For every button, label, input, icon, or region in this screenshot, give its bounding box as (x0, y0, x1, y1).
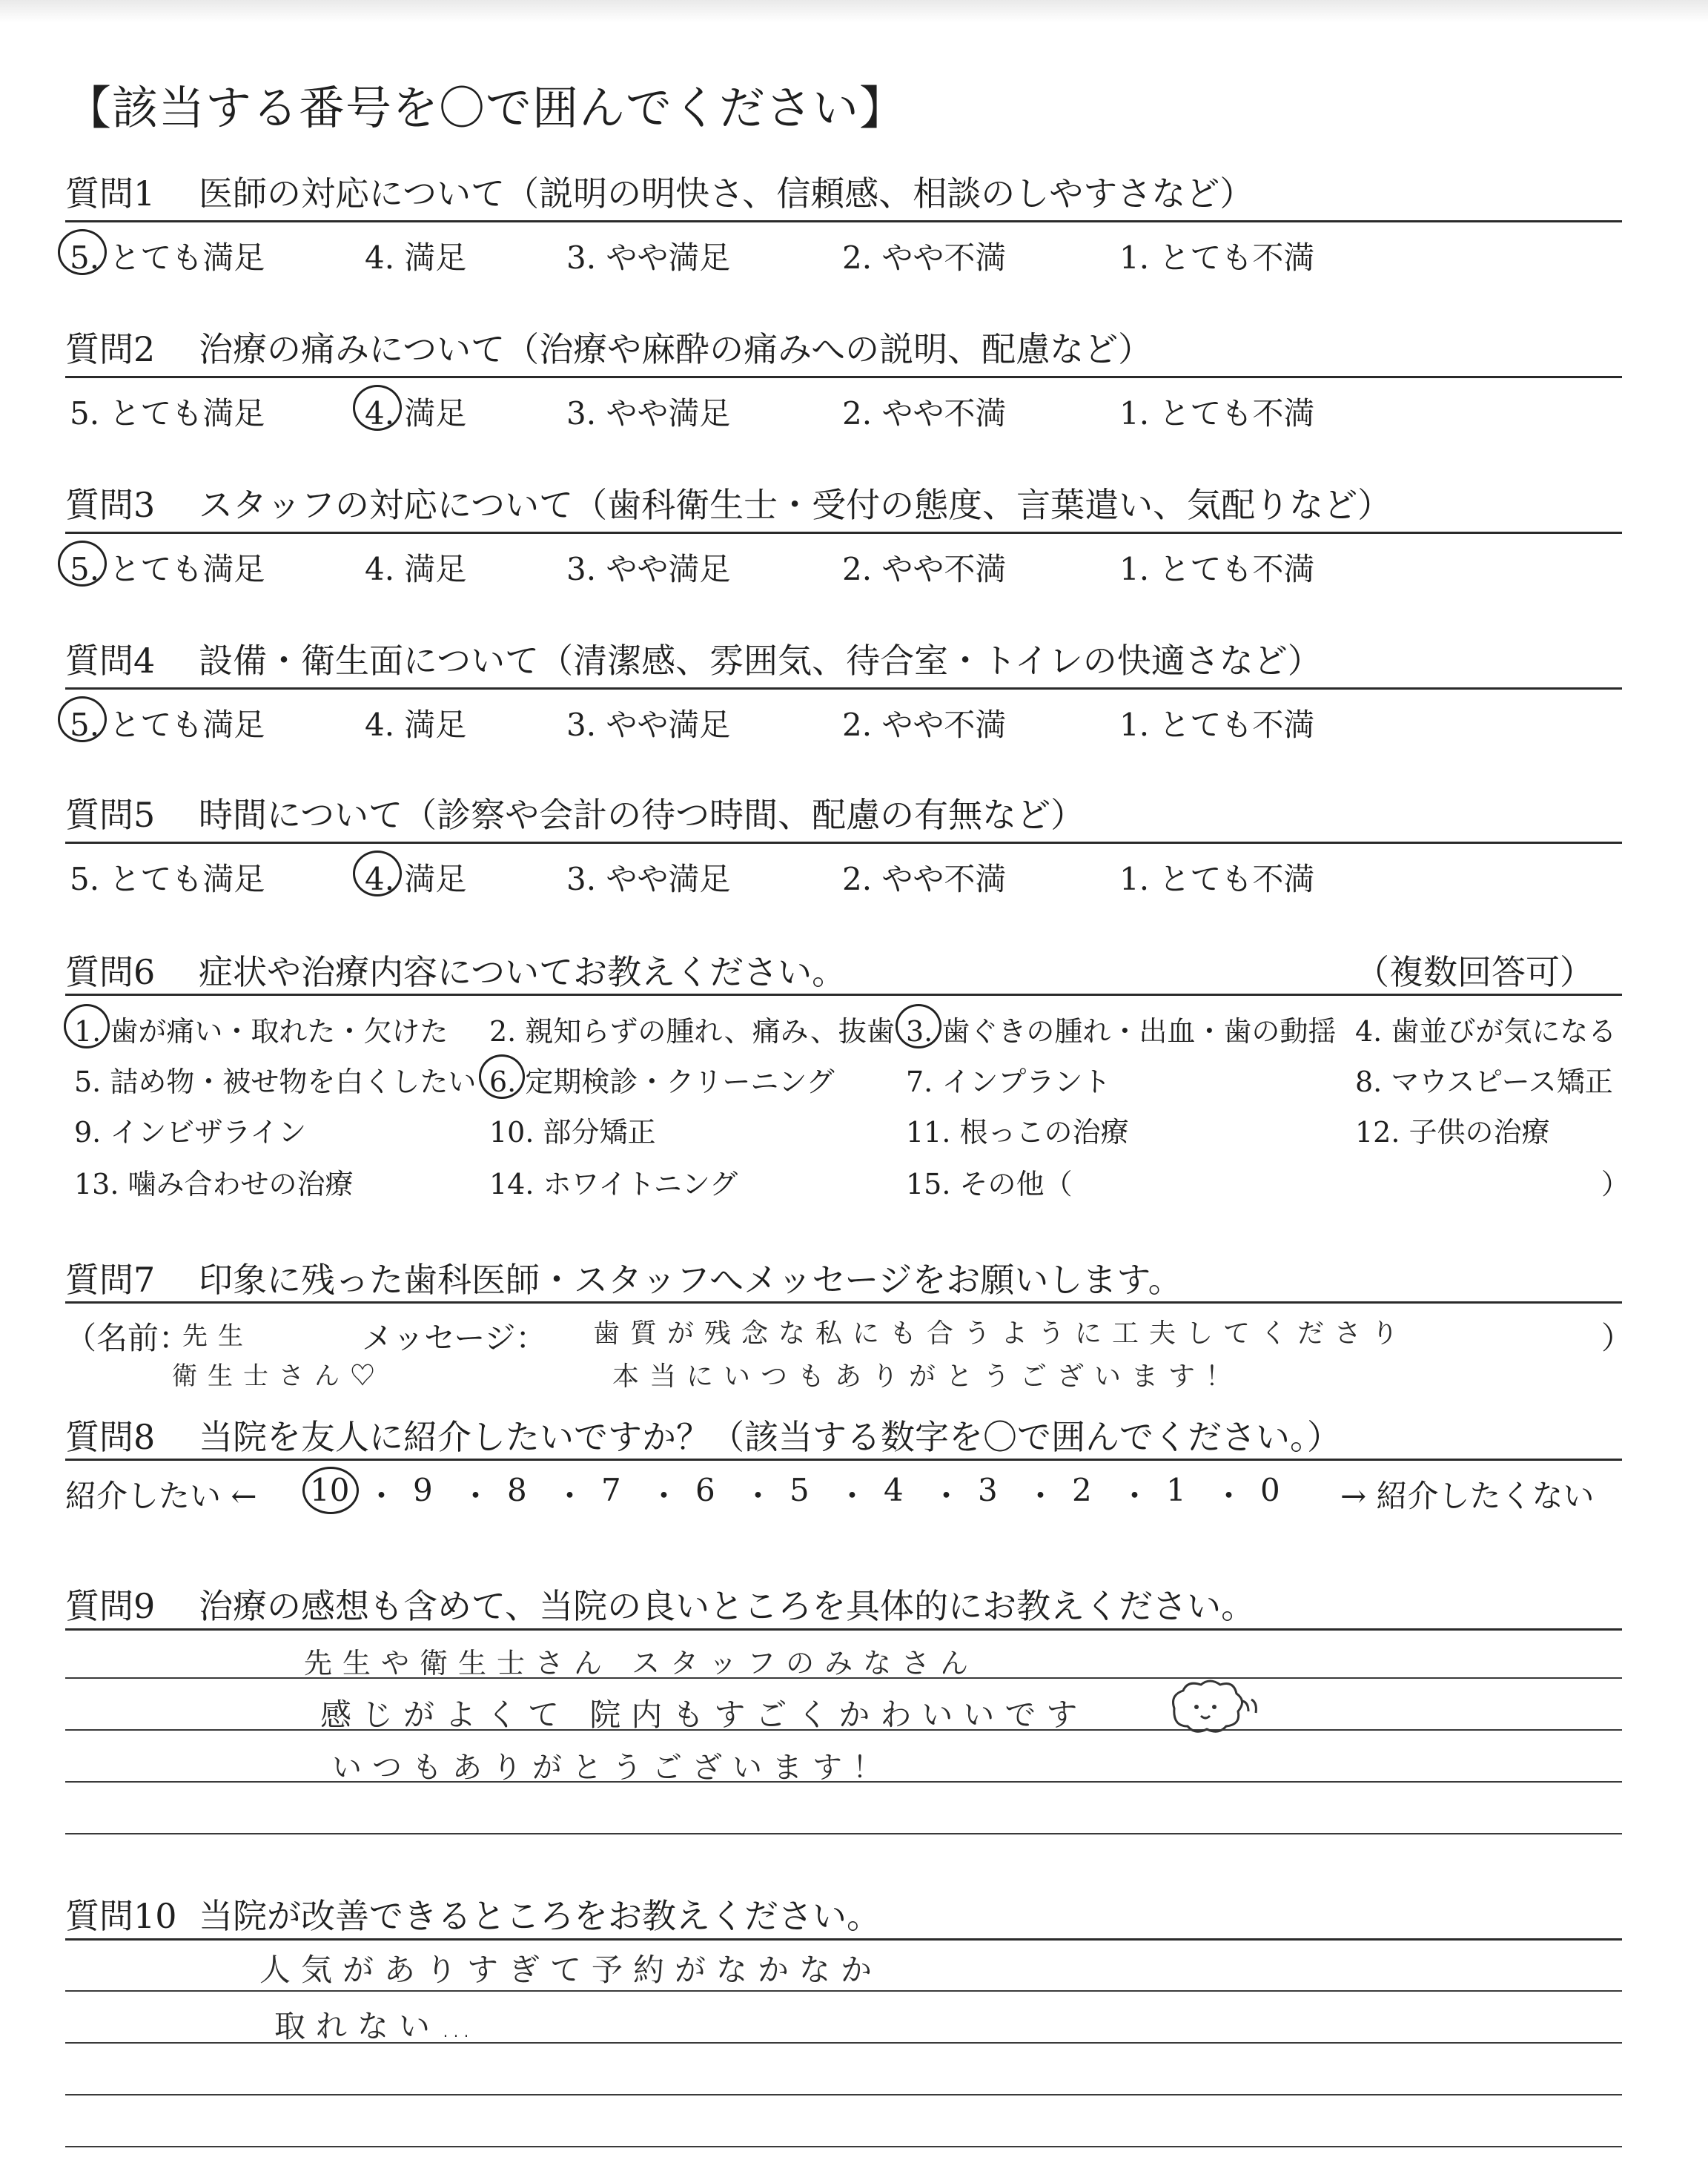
q3-rule (65, 532, 1622, 534)
q7-name-handwritten-1: 先生 (182, 1321, 254, 1351)
q10-number: 質問10 (65, 1896, 177, 1936)
q6-text: 症状や治療内容についてお教えください。 (199, 952, 847, 992)
q5-option-5[interactable]: 5. とても満足 (70, 861, 265, 897)
q8-scale-0[interactable]: 0 (1260, 1472, 1280, 1508)
q2-option-1[interactable]: 1. とても不満 (1119, 395, 1315, 432)
q8-scale-separator: ・ (1213, 1478, 1245, 1514)
q7-message-handwritten-2: 本当にいつもありがとうございます！ (612, 1361, 1243, 1392)
q2-text: 治療の痛みについて（治療や麻酔の痛みへの説明、配慮など） (199, 329, 1153, 369)
q9-line (65, 1833, 1622, 1834)
selection-circle (58, 541, 107, 587)
q5-option-4[interactable]: 4. 満足 (365, 861, 467, 897)
q9-handwritten-2: 感じがよくて 院内もすごくかわいいです (320, 1697, 1088, 1733)
q4-text: 設備・衛生面について（清潔感、雰囲気、待合室・トイレの快適さなど） (199, 641, 1322, 681)
q6-option-1[interactable]: 1. 歯が痛い・取れた・欠けた (74, 1015, 448, 1048)
q8-scale-separator: ・ (742, 1478, 774, 1514)
q3-option-3[interactable]: 3. やや満足 (566, 551, 731, 587)
q2-rule (65, 376, 1622, 378)
q10-line (65, 2146, 1622, 2147)
q8-scale-separator: ・ (836, 1478, 868, 1514)
q10-line (65, 2094, 1622, 2095)
q6-option-15[interactable]: 15. その他（ (906, 1168, 1073, 1200)
q6-option-2[interactable]: 2. 親知らずの腫れ、痛み、抜歯 (489, 1015, 895, 1048)
q5-option-3[interactable]: 3. やや満足 (566, 861, 731, 897)
q3-text: スタッフの対応について（歯科衛生士・受付の態度、言葉遣い、気配りなど） (199, 485, 1392, 525)
q8-scale-2[interactable]: 2 (1072, 1472, 1092, 1508)
q3-option-1[interactable]: 1. とても不満 (1119, 551, 1315, 587)
q3-number: 質問3 (65, 485, 156, 525)
q4-rule (65, 687, 1622, 690)
q6-option-9[interactable]: 9. インビザライン (74, 1116, 307, 1149)
q6-other-close: ） (1601, 1168, 1630, 1200)
q3-option-4[interactable]: 4. 満足 (365, 551, 467, 587)
q8-rule (65, 1459, 1622, 1461)
q8-scale-8[interactable]: 8 (507, 1472, 527, 1508)
q7-rule (65, 1301, 1622, 1304)
q6-option-6[interactable]: 6. 定期検診・クリーニング (489, 1066, 835, 1098)
q8-right-label: → 紹介したくない (1340, 1478, 1595, 1514)
selection-circle (896, 1004, 941, 1048)
q1-rule (65, 220, 1622, 222)
q7-number: 質問7 (65, 1260, 156, 1300)
q10-text: 当院が改善できるところをお教えください。 (199, 1896, 881, 1936)
q8-scale-separator: ・ (1119, 1478, 1151, 1514)
q8-left-label: 紹介したい ← (65, 1478, 257, 1514)
q1-option-1[interactable]: 1. とても不満 (1119, 240, 1315, 276)
q1-text: 医師の対応について（説明の明快さ、信頼感、相談のしやすさなど） (199, 174, 1254, 214)
q10-handwritten-1: 人気がありすぎて予約がなかなか (259, 1952, 883, 1988)
q1-number: 質問1 (65, 174, 156, 214)
q10-rule (65, 1938, 1622, 1941)
q8-scale-separator: ・ (460, 1478, 491, 1514)
q10-handwritten-2: 取れない… (274, 2008, 483, 2044)
selection-circle (302, 1467, 359, 1514)
q5-option-2[interactable]: 2. やや不満 (842, 861, 1007, 897)
q8-scale-separator: ・ (365, 1478, 397, 1514)
q8-scale-separator: ・ (648, 1478, 680, 1514)
q8-scale-separator: ・ (930, 1478, 962, 1514)
q7-name-handwritten-2: 衛生士さん♡ (172, 1361, 385, 1391)
q1-option-2[interactable]: 2. やや不満 (842, 240, 1007, 276)
q3-option-5[interactable]: 5. とても満足 (70, 551, 265, 587)
q4-title (65, 634, 1322, 683)
q1-option-4[interactable]: 4. 満足 (365, 240, 467, 276)
q1-option-5[interactable]: 5. とても満足 (70, 240, 265, 276)
q4-option-5[interactable]: 5. とても満足 (70, 707, 265, 743)
q6-number: 質問6 (65, 952, 156, 992)
q9-text: 治療の感想も含めて、当院の良いところを具体的にお教えください。 (199, 1586, 1256, 1626)
q9-rule (65, 1628, 1622, 1631)
dog-doodle-icon (1165, 1679, 1262, 1738)
q4-option-3[interactable]: 3. やや満足 (566, 707, 731, 743)
q6-title (65, 945, 846, 994)
q6-option-4[interactable]: 4. 歯並びが気になる (1355, 1015, 1617, 1048)
q6-option-8[interactable]: 8. マウスピース矯正 (1355, 1066, 1613, 1098)
q8-scale-1[interactable]: 1 (1166, 1472, 1186, 1508)
q7-message-handwritten-1: 歯質が残念な私にも合うように工夫してくださり (593, 1318, 1409, 1349)
q8-scale-5[interactable]: 5 (790, 1472, 810, 1508)
q8-scale-10[interactable]: 10 (310, 1472, 350, 1508)
q6-option-10[interactable]: 10. 部分矯正 (489, 1116, 656, 1149)
selection-circle (479, 1054, 525, 1099)
q5-option-1[interactable]: 1. とても不満 (1119, 861, 1315, 897)
form-heading: 【該当する番号を〇で囲んでください】 (65, 81, 907, 135)
q7-name-label: （名前： (65, 1320, 191, 1356)
q6-option-7[interactable]: 7. インプラント (906, 1066, 1111, 1098)
scan-top-edge (0, 0, 1708, 22)
q8-scale-separator: ・ (554, 1478, 586, 1514)
q5-text: 時間について（診察や会計の待つ時間、配慮の有無など） (199, 795, 1085, 835)
selection-circle (58, 229, 107, 275)
q5-number: 質問5 (65, 795, 156, 835)
q4-option-4[interactable]: 4. 満足 (365, 707, 467, 743)
q8-scale-9[interactable]: 9 (413, 1472, 433, 1508)
q1-option-3[interactable]: 3. やや満足 (566, 240, 731, 276)
q8-title (65, 1410, 1341, 1459)
selection-circle (353, 851, 402, 896)
q7-text: 印象に残った歯科医師・スタッフへメッセージをお願いします。 (199, 1260, 1182, 1300)
q2-option-5[interactable]: 5. とても満足 (70, 395, 265, 432)
q3-title (65, 478, 1391, 527)
q2-number: 質問2 (65, 329, 156, 369)
q9-number: 質問9 (65, 1586, 156, 1626)
q4-option-2[interactable]: 2. やや不満 (842, 707, 1007, 743)
selection-circle (353, 385, 402, 431)
q8-scale-3[interactable]: 3 (978, 1472, 998, 1508)
q4-option-1[interactable]: 1. とても不満 (1119, 707, 1315, 743)
q6-option-5[interactable]: 5. 詰め物・被せ物を白くしたい (74, 1066, 477, 1098)
q5-rule (65, 842, 1622, 844)
q8-scale-6[interactable]: 6 (695, 1472, 715, 1508)
q8-text: 当院を友人に紹介したいですか？（該当する数字を〇で囲んでください。） (199, 1417, 1341, 1457)
q6-rule (65, 994, 1622, 996)
q7-close-paren: ） (1601, 1320, 1633, 1356)
q9-handwritten-1: 先生や衛生士さん スタッフのみなさん (304, 1647, 979, 1680)
q2-option-4[interactable]: 4. 満足 (365, 395, 467, 432)
q8-scale-7[interactable]: 7 (601, 1472, 621, 1508)
q6-note: （複数回答可） (1355, 952, 1594, 992)
q7-message-label: メッセージ： (362, 1320, 547, 1356)
q5-title (65, 788, 1085, 837)
q6-option-3[interactable]: 3. 歯ぐきの腫れ・出血・歯の動揺 (906, 1015, 1337, 1048)
q3-option-2[interactable]: 2. やや不満 (842, 551, 1007, 587)
q8-scale-4[interactable]: 4 (884, 1472, 904, 1508)
q1-title (65, 167, 1254, 216)
q10-line (65, 1990, 1622, 1992)
q8-number: 質問8 (65, 1417, 156, 1457)
q8-scale-separator: ・ (1025, 1478, 1056, 1514)
q2-option-3[interactable]: 3. やや満足 (566, 395, 731, 432)
q9-title (65, 1579, 1255, 1628)
q6-option-11[interactable]: 11. 根っこの治療 (906, 1116, 1129, 1149)
selection-circle (58, 696, 107, 742)
q6-option-13[interactable]: 13. 噛み合わせの治療 (74, 1168, 354, 1200)
selection-circle (64, 1004, 110, 1048)
q6-option-12[interactable]: 12. 子供の治療 (1355, 1116, 1550, 1149)
q7-title (65, 1253, 1182, 1302)
q2-option-2[interactable]: 2. やや不満 (842, 395, 1007, 432)
q6-option-14[interactable]: 14. ホワイトニング (489, 1168, 738, 1200)
q4-number: 質問4 (65, 641, 156, 681)
q10-title (65, 1889, 881, 1938)
q9-handwritten-3: いつもありがとうございます！ (332, 1751, 893, 1785)
q2-title (65, 323, 1152, 371)
